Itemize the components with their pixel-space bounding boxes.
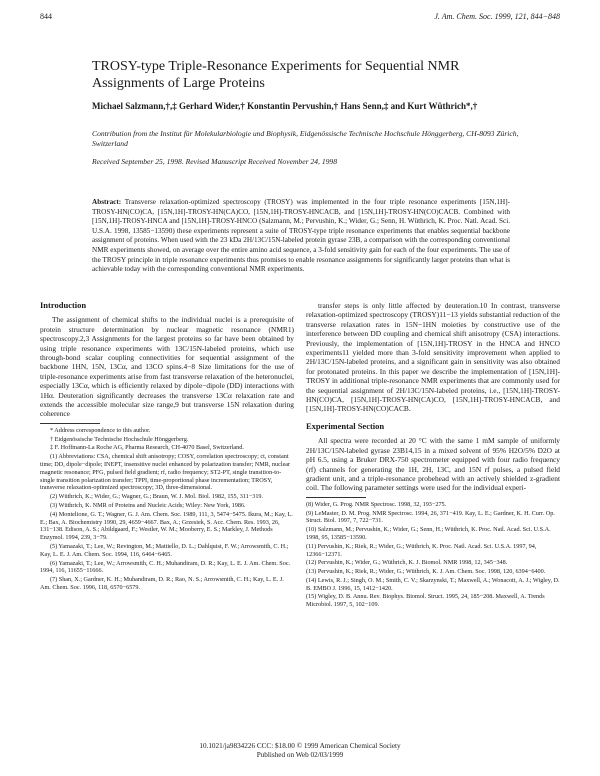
footnote-item: ‡ F. Hoffmann-La Roche AG, Pharma Research, CH-4070 Basel, Switzerland.: [50, 444, 244, 452]
experimental-paragraph: All spectra were recorded at 20 °C with the same 1 mM sample of uniformly 2H/13C/15N-labeled gyrase 23B14,15 in a mixed solvent of 95% H2O/5% D2O at pH 6.5, using a Bruker DRX-750 spectrometer equipped with four radio frequency (rf) channels for generating the 1H, 2H, 13C, and 15N rf pulses, a pulsed field gradient unit, and a triple-resonance probehead with an actively shielded z-gradient coil. The following parameter settings were used for the individual experi-: [306, 436, 560, 493]
footnote-item: (6) Yamazaki, T.; Lee, W.; Arrowsmith, C. H.; Muhandiram, D. R.; Kay, L. E. J. Am. Chem. Soc. 1994, 116, 11655−11666.: [40, 559, 291, 575]
left-column: [40, 301, 294, 593]
footnote-item: (4) Montelione, G. T.; Wagner, G. J. Am. Chem. Soc. 1989, 111, 3, 5474−5475. Ikura, M.; Kay, L. E.; Bax, A. Biochemistry 1990, 29, 4659−4667. Bax, A.; Grzesiek, S. Acc. Chem. Res. 1993, 26, 131−138. Edison, A. S.; Abildgaard, F.; Westler, W. M.; Mooberry, E. S.; Markley, J. Methods Enzymol. 1994, 239, 3−79.: [40, 510, 293, 542]
footnote-item: † Eidgenössische Technische Hochschule Hönggerberg.: [50, 435, 189, 443]
footnote-item: * Address correspondence to this author.: [50, 426, 151, 434]
footnote-divider: [40, 423, 100, 424]
page-number: 844: [40, 12, 52, 21]
reference-item: (9) LeMaster, D. M. Prog. NMR Spectrosc. 1994, 26, 371−419. Kay, L. E.; Gardner, K. H. Curr. Op. Struct. Biol. 1997, 7, 722−731.: [306, 509, 555, 525]
reference-divider: [306, 497, 366, 498]
running-header-journal: J. Am. Chem. Soc. 1999, 121, 844−848: [434, 12, 560, 21]
reference-item: (15) Wigley, D. B. Annu. Rev. Biophys. Biomol. Struct. 1995, 24, 185−208. Maxwell, A. Trends Microbiol. 1997, 5, 102−109.: [306, 593, 545, 609]
doi-copyright-line: 10.1021/ja9834226 CCC: $18.00 © 1999 American Chemical Society: [199, 742, 401, 750]
author-list: Michael Salzmann,†,‡ Gerhard Wider,† Konstantin Pervushin,† Hans Senn,‡ and Kurt Wüthrich*,†: [92, 101, 478, 111]
section-heading-experimental: Experimental Section: [306, 420, 385, 431]
footnote-item: (1) Abbreviations: CSA, chemical shift anisotropy; COSY, correlation spectroscopy; ct, constant time; DD, dipole−dipole; INEPT, insensitive nuclei enhanced by polarization transfer; NMR, nuclear magnetic resonance; PFG, pulsed field gradient; rf, radio frequency; ST2-PT, single transition-to-single transition polarization transfer; TPPI, time-proportional phase incrementation; TROSY, transverse relaxation-optimized spectroscopy; 3D, three-dimensional.: [40, 453, 291, 492]
reference-item: (12) Pervushin, K.; Wider, G.; Wüthrich, K. J. Biomol. NMR 1998, 12, 345−348.: [306, 559, 508, 567]
reference-item: (13) Pervushin, K.; Riek, R.; Wider, G.; Wüthrich, K. J. Am. Chem. Soc. 1998, 120, 6394−6400.: [306, 568, 546, 576]
section-heading-introduction: Introduction: [40, 300, 87, 310]
reference-item: (8) Wider, G. Prog. NMR Spectrosc. 1998, 32, 193−275.: [306, 500, 447, 508]
reference-item: (11) Pervushin, K.; Riek, R.; Wider, G.; Wüthrich, K. Proc. Natl. Acad. Sci. U.S.A. 1997, 94, 12366−12371.: [306, 542, 537, 558]
footnote-item: (7) Shan, X.; Gardner, K. H.; Muhandiram, D. R.; Rao, N. S.; Arrowsmith, C. H.; Kay, L. E. J. Am. Chem. Soc. 1996, 118, 6570−6579.: [40, 576, 284, 592]
abstract-label: Abstract:: [92, 198, 122, 206]
article-title: TROSY-type Triple-Resonance Experiments for Sequential NMR Assignments of Large Proteins: [92, 59, 460, 91]
footnote-item: (5) Yamazaki, T.; Lee, W.; Revington, M.; Mattiello, D. L.; Dahlquist, F. W.; Arrowsmith, C. H.; Kay, L. E. J. Am. Chem. Soc. 1994, 116, 6464−6465.: [40, 543, 289, 558]
affiliation: Contribution from the Institut für Molekularbiologie und Biophysik, Eidgenössische Technische Hochschule Hönggerberg, CH-8093 Zürich, Switzerland: [92, 129, 519, 148]
abstract: [92, 198, 510, 275]
page-footer: [40, 742, 560, 760]
footnote-item: (3) Wüthrich, K. NMR of Proteins and Nucleic Acids; Wiley: New York, 1986.: [50, 502, 246, 510]
references: [306, 501, 560, 609]
reference-item: (14) Lewis, R. J.; Singh, O. M.; Smith, C. V.; Skarzynski, T.; Maxwell, A.; Wonacott, A. J.; Wigley, D. B. EMBO J. 1996, 15, 1412−1420.: [306, 576, 560, 592]
reference-item: (10) Salzmann, M.; Pervushin, K.; Wider, G.; Senn, H.; Wüthrich, K. Proc. Natl. Acad. Sci. U.S.A. 1998, 95, 13585−13590.: [306, 526, 551, 541]
abstract-text: Transverse relaxation-optimized spectroscopy (TROSY) was implemented in the four triple resonance experiments [15N,1H]-TROSY-HN(CO)CA, [15N,1H]-TROSY-HN(CA)CO, [15N,1H]-TROSY-HNCACB, and [15N,1H]-TROSY-HN(CO)CACB. Combined with [15N,1H]-TROSY-HNCA and [15N,1H]-TROSY-HNCO (Salzmann, M.; Pervushin, K.; Wider, G.; Senn, H. Wüthrich, K. Proc. Natl. Acad. Sci. U.S.A. 1998, 13585−13590) these experiments represent a suite of TROSY-type triple resonance experiments that enables sequential backbone assignment of proteins. When used with the 23 kDa 2H/13C/15N-labeled protein gyrase 23B, a comparison with the corresponding conventional NMR experiments showed, on average over the entire amino acid sequence, a 3-fold sensitivity gain for each of the four experiments. The use of the TROSY principle in triple resonance experiments thus promises to enable resonance assignments for significantly larger proteins than what is achievable today with the corresponding conventional NMR experiments.: [92, 198, 510, 274]
footnotes: [40, 427, 294, 592]
received-dates: Received September 25, 1998. Revised Manuscript Received November 24, 1998: [92, 157, 338, 166]
introduction-continued-paragraph: transfer steps is only little affected by deuteration.10 In contrast, transverse relaxation-optimized spectroscopy (TROSY)11−13 yields substantial reduction of the transverse relaxation rates in 15N−1HN moieties by constructive use of the interference between DD coupling and chemical shift anisotropy (CSA) interactions. Previously, the implementation of [15N,1H]-TROSY in the HNCA and HNCO experiments11 yielded more than 3-fold sensitivity improvement when applied to 2H/13C/15N-labeled proteins, and a significant gain in sensitivity was also obtained for protonated proteins. In this paper we describe the implementation of [15N,1H]-TROSY in additional triple-resonance NMR experiments that are commonly used for the sequential assignment of 2H/13C/15N-labeled proteins, i.e., [15N,1H]-TROSY-HN(CO)CA, [15N,1H]-TROSY-HN(CA)CO, [15N,1H]-TROSY-HNCACB, and [15N,1H]-TROSY-HN(CO)CACB.: [306, 301, 560, 414]
introduction-paragraph: The assignment of chemical shifts to the individual nuclei is a prerequisite of protein structure determination by nuclear magnetic resonance (NMR1) spectroscopy.2,3 Assignments for the largest proteins so far have been obtained by using triple resonance experiments with 13C/15N-labeled proteins, which use through-bond scalar coupling connectivities for sequential assignment of the backbone 1HN, 15N, 13Cα, and 13CO spins.4−8 Size limitations for the use of triple-resonance experiments arise from fast transverse relaxation of the heteronuclei, especially 13Cα, which is efficiently relaxed by dipole−dipole (DD) interactions with 1Hα. Deuteration significantly decreases the transverse 13Cα relaxation rate and extends the accessible molecular size range,9 but transverse 15N relaxation during coherence: [40, 315, 294, 419]
publication-date: Published on Web 02/03/1999: [256, 751, 344, 759]
right-column: [306, 301, 560, 610]
footnote-item: (2) Wüthrich, K.; Wider, G.; Wagner, G.; Braun, W. J. Mol. Biol. 1982, 155, 311−319.: [50, 493, 264, 501]
